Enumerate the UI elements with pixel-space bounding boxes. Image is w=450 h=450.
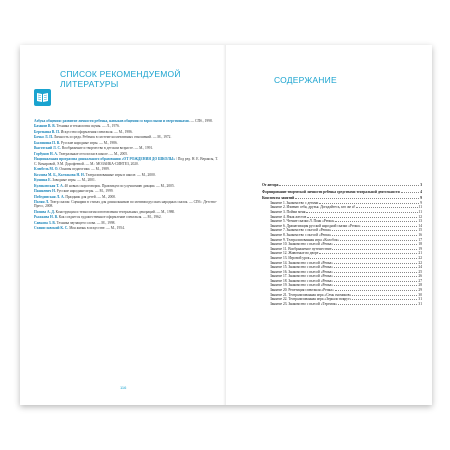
toc-entry-page: 24 <box>418 265 422 270</box>
toc-entry-page: 19 <box>418 246 422 251</box>
bibliography-entry <box>34 226 219 230</box>
bibliography-entry <box>34 221 219 225</box>
bibliography-list <box>34 119 219 232</box>
toc-leader-dots <box>306 210 417 213</box>
bibliography-author: Базанов В. В. <box>34 124 56 129</box>
bibliography-entry <box>34 152 219 156</box>
toc-entry-page: 17 <box>418 237 422 242</box>
toc-entry-page: 13 <box>418 219 422 224</box>
toc-entry-title: Занятие 22. Театрализованная игра «Зеркало вокруг» <box>270 297 352 302</box>
toc-entry-page: 9 <box>420 200 422 205</box>
toc-entry-title: Занятие 14. Знакомство с пьесой «Репка» <box>270 260 334 265</box>
bibliography-text: Искусство оформления спектакля. — М., 1986. <box>59 129 133 134</box>
bibliography-author: Национальная программа дошкольного образования «ОТ РОЖДЕНИЯ ДО ШКОЛЫ» <box>34 157 176 162</box>
toc-entry-title: Занятие 11. Воображаемое путешествие <box>270 246 332 251</box>
toc-entry-title: Занятие 8. Знакомство с пьесой «Репка» <box>270 232 332 237</box>
right-page <box>226 45 432 405</box>
toc-entry-title: Занятие 6. Драматизация русской народной сказки «Репка» <box>270 223 361 228</box>
toc-leader-dots <box>362 224 418 227</box>
bibliography-text: Театрализованные игры в школе. — М., 2000. <box>84 172 156 177</box>
toc-entry-page: 25 <box>418 269 422 274</box>
bibliography-text: Праздник для детей. — М., 2000. <box>64 194 116 199</box>
toc-entry-page: 29 <box>418 288 422 293</box>
lesson-list <box>262 201 422 307</box>
bibliography-author: Рыжкова Н. В. <box>34 215 58 220</box>
bibliography-text: Основы педагогики. — М., 1989. <box>58 167 110 172</box>
bibliography-heading: СПИСОК РЕКОМЕНДУЕМОЙ ЛИТЕРАТУРЫ <box>60 69 181 89</box>
toc-entry[interactable] <box>262 190 422 195</box>
toc-leader-dots <box>310 256 417 259</box>
toc-entry-page: 22 <box>418 255 422 260</box>
page-number: 116 <box>120 385 127 390</box>
bibliography-entry <box>34 184 219 188</box>
toc-leader-dots <box>334 283 417 286</box>
toc-leader-dots <box>307 215 417 218</box>
bibliography-author: Куликовская Т. А. <box>34 183 64 188</box>
bibliography-entry <box>34 157 219 166</box>
toc-entry-title: Занятие 18. Знакомство с пьесой «Репка» <box>270 278 334 283</box>
bibliography-text: Русские народные игры. — М., 1999. <box>55 189 114 194</box>
bibliography-entry <box>34 146 219 150</box>
toc-entry[interactable] <box>262 183 422 188</box>
left-page <box>20 45 226 405</box>
toc-entry-page: 3 <box>420 183 422 187</box>
toc-entry-title: Занятие 12. Животные во дворе <box>270 251 319 256</box>
bibliography-entry <box>34 210 219 214</box>
bibliography-author: Клюбель М. О. <box>34 167 59 172</box>
toc-entry-page: 31 <box>418 297 422 302</box>
toc-entry-title: Занятие 5. Чтение сказки Л. Пояк «Репка» <box>270 219 335 224</box>
toc-entry-page: 12 <box>418 214 422 219</box>
bibliography-author: Козлова М. Б., Колтакова Н. Н. <box>34 172 85 177</box>
bibliography-author: Савкова З. В. <box>34 220 56 225</box>
toc-leader-dots <box>334 270 417 273</box>
bibliography-text: Заводные игры. — М., 2001. <box>51 178 96 183</box>
bibliography-text: / Под ред. Н. Е. Вераксы, Т. С. Комаровой, Э.М. Дорофеевой. — М.: МОЗАИКА-СИНТЕЗ, 2020. <box>34 157 218 166</box>
toc-leader-dots <box>335 288 418 291</box>
bibliography-author: Станиславский К. С. <box>34 226 69 231</box>
bibliography-text: — СПб., 1998. <box>189 119 213 123</box>
toc-leader-dots <box>332 233 417 236</box>
bibliography-entry <box>34 178 219 182</box>
toc-entry-title: Конспекты занятий <box>262 196 295 201</box>
toc-leader-dots <box>356 205 417 208</box>
bibliography-entry <box>34 119 219 123</box>
toc-leader-dots <box>334 242 417 245</box>
bibliography-text: Техника звучащего слова. — М., 1998. <box>55 220 116 225</box>
toc-entry-page: 11 <box>418 209 422 214</box>
toc-entry-title: Занятие 10. Знакомство с пьесой «Репка» <box>270 242 334 247</box>
bibliography-text: Моя жизнь в искусстве. — М., 1954. <box>68 226 125 231</box>
bibliography-entry <box>34 124 219 128</box>
bibliography-entry <box>34 141 219 145</box>
toc-entry-title: Занятие 7. Знакомство с пьесой «Репка» <box>270 228 332 233</box>
toc-entry-page: 26 <box>418 274 422 279</box>
toc-leader-dots <box>334 274 417 277</box>
toc-entry-page: 15 <box>418 228 422 233</box>
bibliography-author: Попова А. Д. <box>34 209 55 214</box>
table-of-contents <box>262 183 422 306</box>
bibliography-text: Как создается художественное оформление спектакля. — М., 1962. <box>57 215 162 220</box>
bibliography-entry <box>34 215 219 219</box>
toc-lesson-entry[interactable] <box>262 302 422 307</box>
bibliography-text: Воображение и творчество в детском возрасте. — М., 1991. <box>60 146 154 151</box>
bibliography-author: Кушина Е. <box>34 178 52 183</box>
bibliography-text: Техника и технология сцены. — Л., 1976. <box>55 124 120 129</box>
toc-entry-page: 21 <box>418 251 422 256</box>
toc-entry-title: От автора <box>262 183 279 187</box>
toc-leader-dots <box>319 251 417 254</box>
toc-entry-page: 16 <box>418 232 422 237</box>
toc-entry-title: Формирование творческой личности ребенка средствами театральной деятельности <box>262 189 400 194</box>
toc-entry-title: Занятие 13. Игровой урок <box>270 255 310 260</box>
toc-leader-dots <box>335 219 417 222</box>
toc-leader-dots <box>352 293 417 296</box>
bibliography-author: Победимская Л. А. <box>34 194 65 199</box>
bibliography-text: Театральные отголоски в школе. — М., 2005. <box>57 151 128 156</box>
toc-entry-title: Занятие 21. Театрализованная игра «Семь гномиков» <box>270 292 352 297</box>
bibliography-author: Бочко Л. П. <box>34 135 53 140</box>
bibliography-text: Личность и среда. Ребенок в системе коллективных отношений. — М., 1972. <box>53 135 172 140</box>
toc-leader-dots <box>334 279 417 282</box>
bibliography-entry <box>34 130 219 134</box>
toc-leader-dots <box>340 238 417 241</box>
book-icon <box>34 89 51 106</box>
toc-entry-page: 30 <box>418 292 422 297</box>
open-book-spread <box>20 45 432 405</box>
bibliography-text: Конструкция и технология изготовления театральных декораций. — М., 1980. <box>54 209 176 214</box>
contents-heading: СОДЕРЖАНИЕ <box>274 75 337 85</box>
toc-entry-page: 18 <box>418 242 422 247</box>
toc-entry-title: Занятие 9. Театрализованная игра «Колобок» <box>270 237 340 242</box>
bibliography-author: Былинина П. В. <box>34 140 61 145</box>
toc-leader-dots <box>279 183 419 186</box>
bibliography-entry <box>34 195 219 199</box>
toc-leader-dots <box>319 201 419 204</box>
bibliography-entry <box>34 173 219 177</box>
toc-leader-dots <box>332 228 417 231</box>
bibliography-entry <box>34 189 219 193</box>
toc-leader-dots <box>338 302 417 305</box>
toc-entry-title: Занятие 17. Знакомство с пьесой «Репка» <box>270 274 334 279</box>
toc-entry-page: 4 <box>420 189 422 194</box>
bibliography-text: Театр сказок: Сценарии в стихах для дошкольников по мотивам русских народных сказок. — СПб.: Детство-Пресс, 2008. <box>34 200 217 209</box>
toc-entry-page: 14 <box>418 223 422 228</box>
toc-entry-page: 27 <box>418 278 422 283</box>
toc-leader-dots <box>295 196 419 199</box>
toc-leader-dots <box>352 297 417 300</box>
toc-entry-title: Занятие 4. Язык жестов <box>270 214 307 219</box>
toc-entry-title: Занятие 3. Пойми меня <box>270 209 306 214</box>
toc-entry-title: Занятие 2. Изменю себя, друзья. Догадайтесь, кто же я? <box>270 205 356 210</box>
toc-leader-dots <box>401 190 419 193</box>
bibliography-author: Полян Л. <box>34 200 50 205</box>
toc-entry-page: 28 <box>418 283 422 288</box>
bibliography-text: Русские народные игры. — М., 1986. <box>60 140 118 145</box>
bibliography-author: Выготский Л. С. <box>34 146 61 151</box>
toc-leader-dots <box>334 261 417 264</box>
bibliography-author: Азбука общения: развитие личности ребенка, навыков общения со взрослыми и сверстниками. <box>34 119 190 123</box>
toc-entry-title: Занятие 16. Знакомство с пьесой «Репка» <box>270 269 334 274</box>
toc-leader-dots <box>334 265 417 268</box>
bibliography-author: Пашкевич Н. <box>34 189 56 194</box>
toc-entry-page: 31 <box>418 301 422 306</box>
toc-leader-dots <box>332 247 417 250</box>
bibliography-entry <box>34 135 219 139</box>
toc-entry-title: Занятие 23. Знакомство с пьесой «Теремок» <box>270 301 338 306</box>
toc-entry-title: Занятие 15. Знакомство с пьесой «Репка» <box>270 265 334 270</box>
toc-entry-title: Занятие 20. Репетиция спектакля «Репка» <box>270 288 334 293</box>
bibliography-entry <box>34 167 219 171</box>
toc-entry-page: 11 <box>418 205 422 210</box>
toc-entry-page: 22 <box>418 260 422 265</box>
toc-entry-title: Занятие 19. Знакомство с пьесой «Репка» <box>270 283 334 288</box>
bibliography-entry <box>34 200 219 209</box>
bibliography-text: 40 новых скороговорок. Практикум по улучшению дикции. — М., 2005. <box>63 183 175 188</box>
toc-entry-page: 9 <box>420 196 422 201</box>
toc-entry-title: Занятие 1. Знакомство с детьми <box>270 200 319 205</box>
bibliography-author: Березкина В. П. <box>34 129 60 134</box>
bibliography-author: Горбунов Н. А. <box>34 151 58 156</box>
